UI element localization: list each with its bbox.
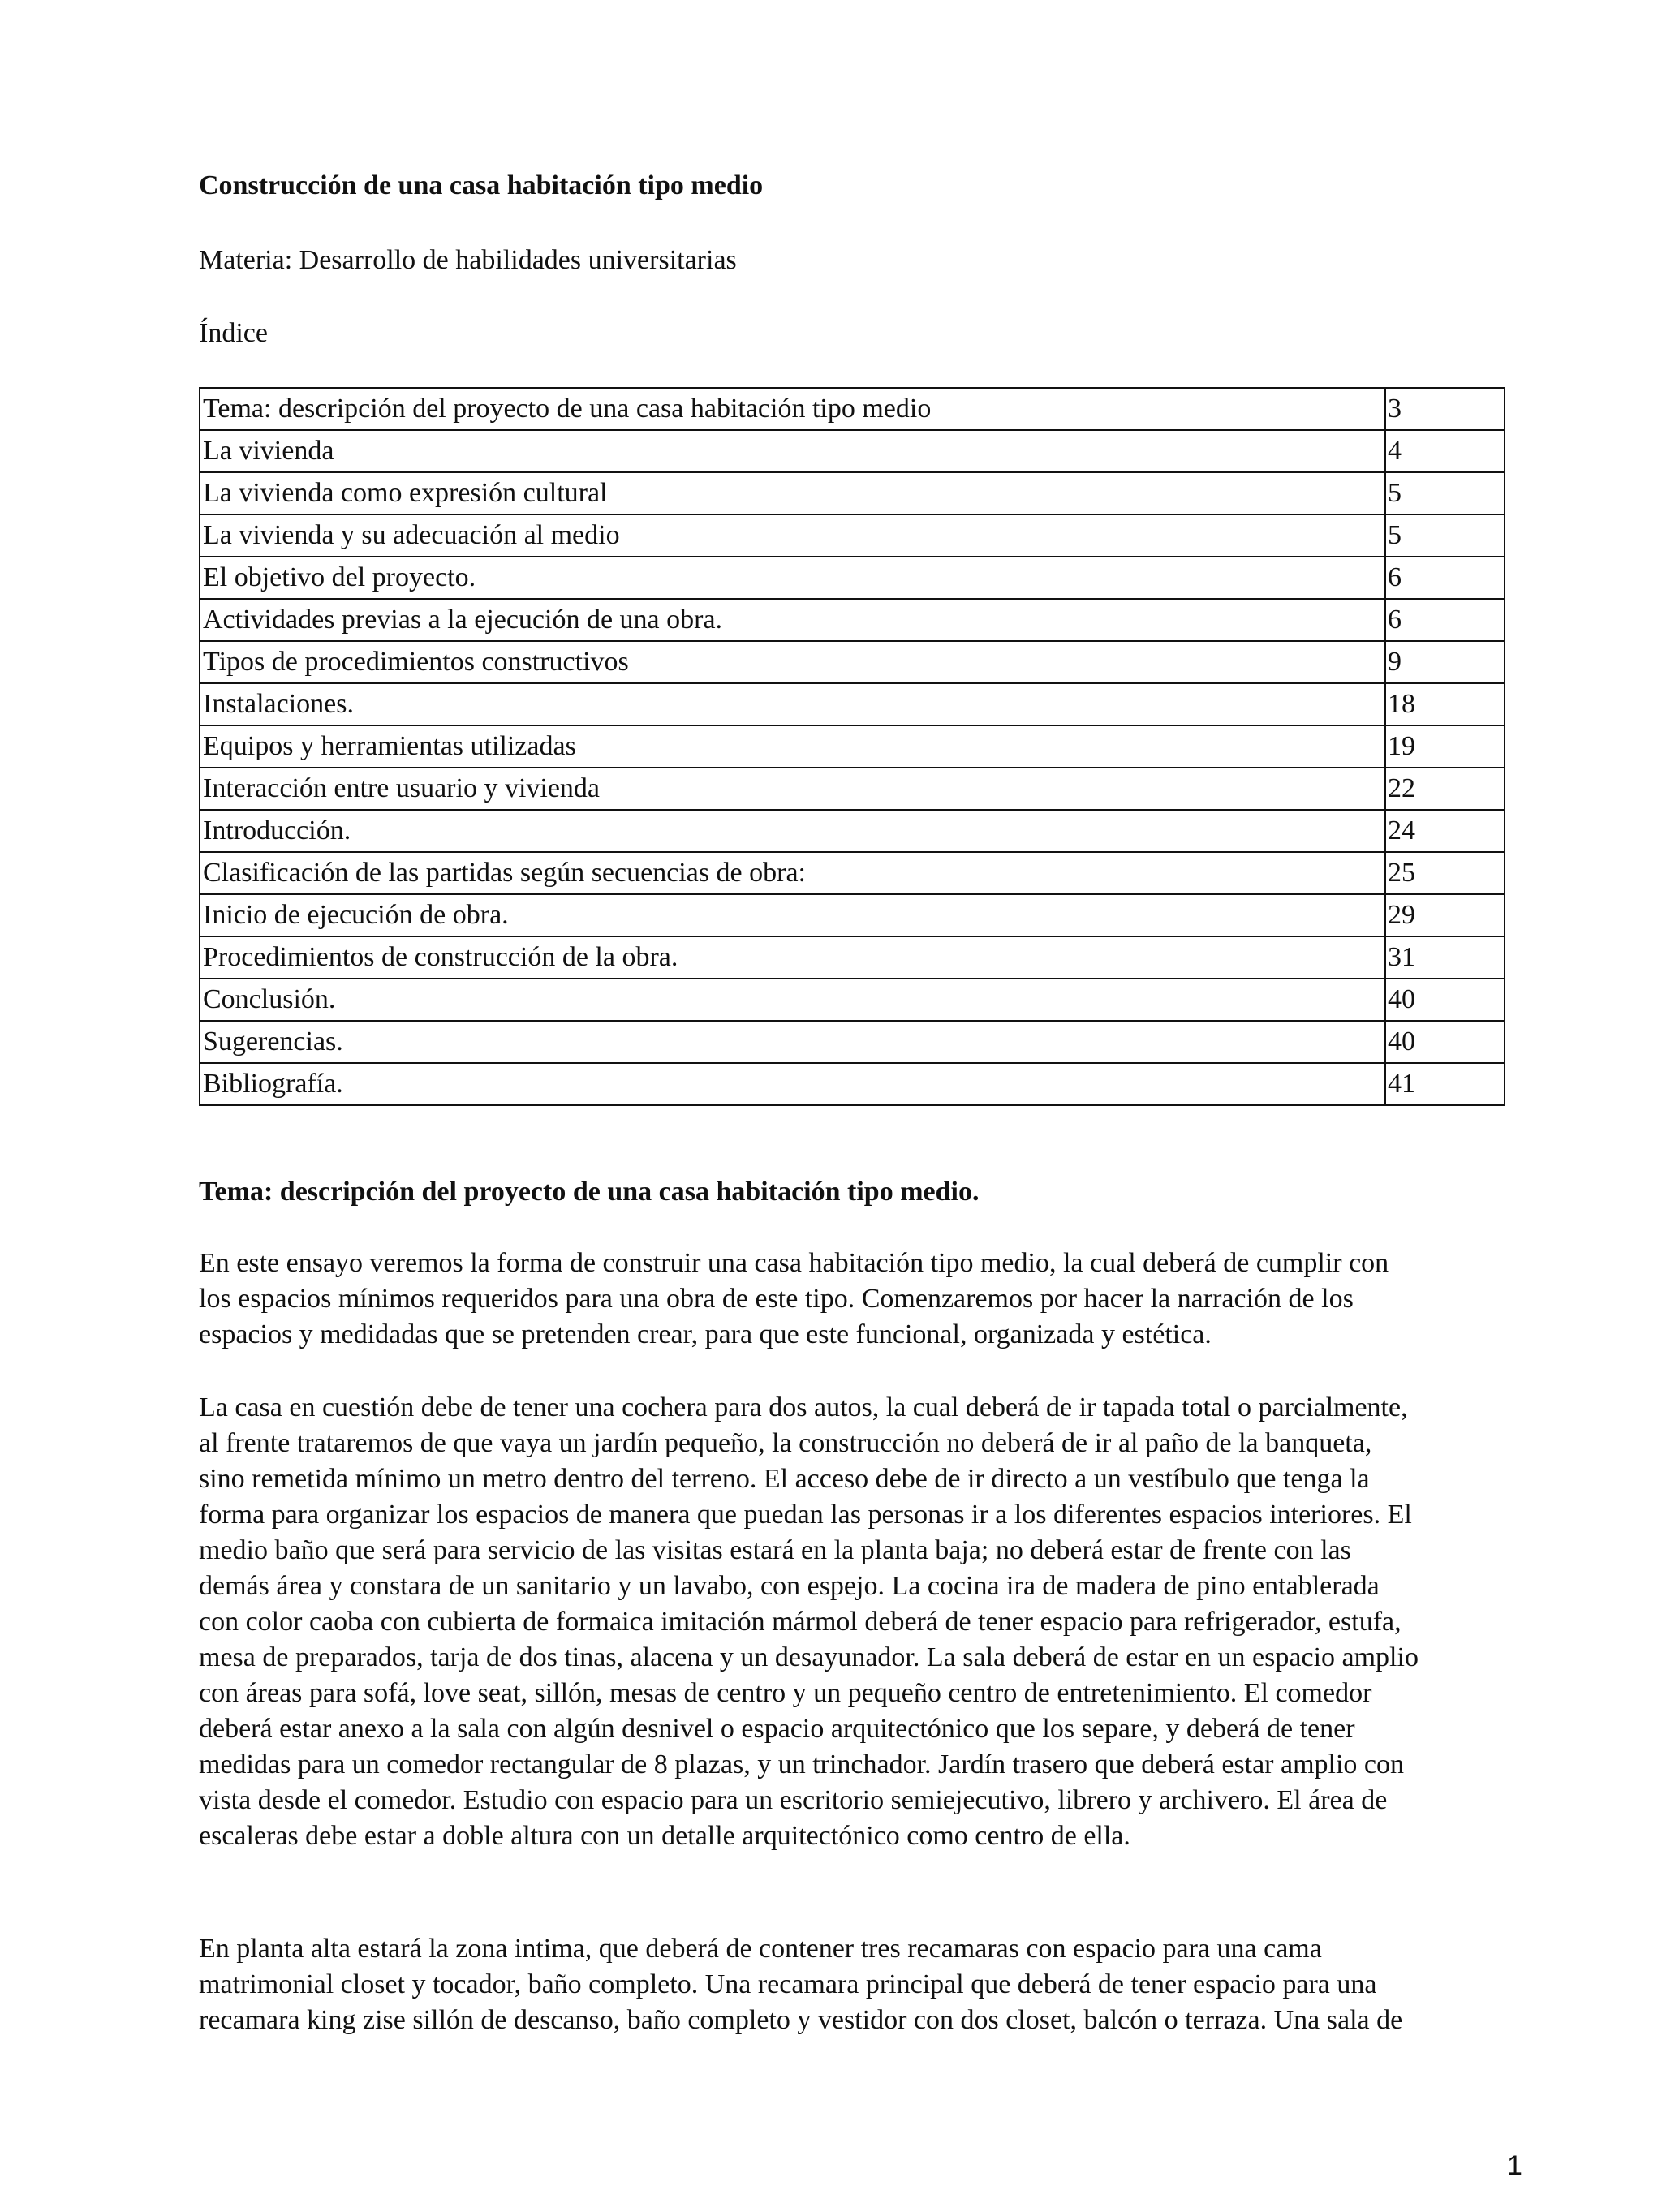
paragraph-line: demás área y constara de un sanitario y un lavabo, con espejo. La cocina ira de madera de pino entablerada [199, 1571, 1380, 1601]
paragraph-line: espacios y medidadas que se pretenden crear, para que este funcional, organizada y estética. [199, 1319, 1212, 1349]
paragraph-line: medio baño que será para servicio de las visitas estará en la planta baja; no deberá estar de frente con las [199, 1535, 1351, 1565]
paragraph-line: con áreas para sofá, love seat, sillón, mesas de centro y un pequeño centro de entretenimiento. El comedor [199, 1678, 1372, 1708]
toc-row [200, 1021, 1505, 1063]
toc-entry-page: 19 [1385, 725, 1505, 768]
toc-entry-page: 25 [1385, 852, 1505, 894]
toc-row [200, 725, 1505, 768]
toc-entry-title: Conclusión. [200, 979, 1385, 1021]
paragraph-upper-floor [199, 1931, 1538, 2038]
paragraph-line: sino remetida mínimo un metro dentro del terreno. El acceso debe de ir directo a un vestíbulo que tenga la [199, 1464, 1370, 1494]
toc-row [200, 599, 1505, 641]
toc-row [200, 514, 1505, 557]
toc-entry-title: Actividades previas a la ejecución de una obra. [200, 599, 1385, 641]
paragraph-ground-floor [199, 1390, 1538, 1854]
paragraph-line: medidas para un comedor rectangular de 8 plazas, y un trinchador. Jardín trasero que deberá estar amplio con [199, 1749, 1405, 1779]
toc-entry-title: Instalaciones. [200, 683, 1385, 725]
toc-entry-page: 29 [1385, 894, 1505, 936]
toc-row [200, 1063, 1505, 1105]
section-heading: Tema: descripción del proyecto de una casa habitación tipo medio. [199, 1177, 980, 1207]
toc-entry-title: Interacción entre usuario y vivienda [200, 768, 1385, 810]
toc-entry-page: 18 [1385, 683, 1505, 725]
toc-entry-title: La vivienda [200, 430, 1385, 472]
toc-entry-page: 22 [1385, 768, 1505, 810]
toc-entry-title: La vivienda y su adecuación al medio [200, 514, 1385, 557]
paragraph-line: al frente trataremos de que vaya un jardín pequeño, la construcción no deberá de ir al paño de la banqueta, [199, 1428, 1372, 1458]
toc-entry-page: 40 [1385, 979, 1505, 1021]
toc-entry-page: 6 [1385, 557, 1505, 599]
toc-entry-title: Introducción. [200, 810, 1385, 852]
document-title: Construcción de una casa habitación tipo medio [199, 170, 764, 200]
toc-row [200, 683, 1505, 725]
table-of-contents [199, 387, 1505, 1106]
toc-entry-page: 41 [1385, 1063, 1505, 1105]
toc-row [200, 810, 1505, 852]
paragraph-line: forma para organizar los espacios de manera que puedan las personas ir a los diferentes espacios interiores. El [199, 1500, 1412, 1530]
toc-entry-page: 3 [1385, 388, 1505, 430]
toc-row [200, 894, 1505, 936]
toc-entry-title: Inicio de ejecución de obra. [200, 894, 1385, 936]
index-heading: Índice [199, 318, 268, 348]
toc-row [200, 472, 1505, 514]
toc-row [200, 768, 1505, 810]
subject-line: Materia: Desarrollo de habilidades universitarias [199, 245, 737, 275]
toc-row [200, 641, 1505, 683]
paragraph-line: escaleras debe estar a doble altura con un detalle arquitectónico como centro de ella. [199, 1821, 1130, 1851]
toc-entry-page: 5 [1385, 514, 1505, 557]
paragraph-line: En este ensayo veremos la forma de construir una casa habitación tipo medio, la cual deberá de cumplir con [199, 1248, 1389, 1278]
toc-entry-title: El objetivo del proyecto. [200, 557, 1385, 599]
toc-entry-title: Sugerencias. [200, 1021, 1385, 1063]
toc-entry-title: Tipos de procedimientos constructivos [200, 641, 1385, 683]
paragraph-line: mesa de preparados, tarja de dos tinas, alacena y un desayunador. La sala deberá de estar en un espacio amplio [199, 1642, 1419, 1672]
paragraph-line: recamara king zise sillón de descanso, baño completo y vestidor con dos closet, balcón o terraza. Una sala de [199, 2005, 1403, 2035]
paragraph-line: matrimonial closet y tocador, baño completo. Una recamara principal que deberá de tener espacio para una [199, 1969, 1377, 1999]
toc-row [200, 979, 1505, 1021]
toc-entry-title: Procedimientos de construcción de la obra. [200, 936, 1385, 979]
toc-entry-page: 31 [1385, 936, 1505, 979]
toc-entry-page: 5 [1385, 472, 1505, 514]
paragraph-line: deberá estar anexo a la sala con algún desnivel o espacio arquitectónico que los separe, y deberá de tener [199, 1714, 1355, 1744]
paragraph-line: con color caoba con cubierta de formaica imitación mármol deberá de tener espacio para refrigerador, estufa, [199, 1607, 1402, 1637]
paragraph-line: La casa en cuestión debe de tener una cochera para dos autos, la cual deberá de ir tapada total o parcialmente, [199, 1392, 1408, 1422]
toc-entry-title: Tema: descripción del proyecto de una casa habitación tipo medio [200, 388, 1385, 430]
toc-row [200, 936, 1505, 979]
toc-row [200, 557, 1505, 599]
paragraph-line: los espacios mínimos requeridos para una obra de este tipo. Comenzaremos por hacer la narración de los [199, 1284, 1354, 1314]
toc-entry-page: 6 [1385, 599, 1505, 641]
toc-entry-page: 4 [1385, 430, 1505, 472]
toc-row [200, 388, 1505, 430]
toc-entry-title: Clasificación de las partidas según secuencias de obra: [200, 852, 1385, 894]
toc-row [200, 852, 1505, 894]
toc-entry-page: 40 [1385, 1021, 1505, 1063]
paragraph-intro [199, 1246, 1538, 1353]
toc-entry-page: 9 [1385, 641, 1505, 683]
paragraph-line: vista desde el comedor. Estudio con espacio para un escritorio semiejecutivo, librero y archivero. El área de [199, 1785, 1388, 1815]
toc-row [200, 430, 1505, 472]
toc-entry-page: 24 [1385, 810, 1505, 852]
toc-entry-title: Equipos y herramientas utilizadas [200, 725, 1385, 768]
toc-entry-title: La vivienda como expresión cultural [200, 472, 1385, 514]
toc-entry-title: Bibliografía. [200, 1063, 1385, 1105]
paragraph-line: En planta alta estará la zona intima, que deberá de contener tres recamaras con espacio para una cama [199, 1934, 1322, 1964]
page-number: 1 [1507, 2150, 1522, 2181]
